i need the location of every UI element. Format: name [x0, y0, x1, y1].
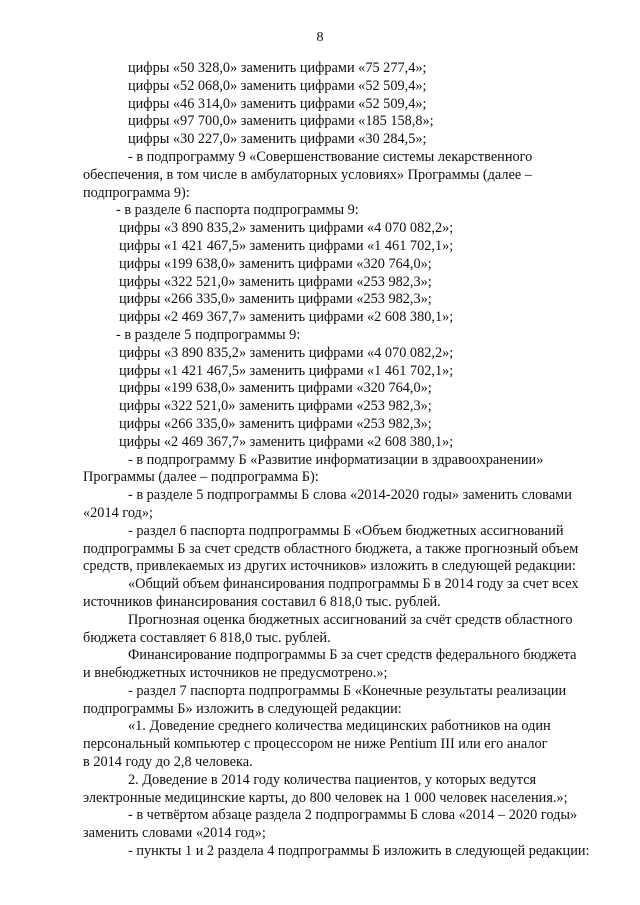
text-line: - раздел 6 паспорта подпрограммы Б «Объем бюджетных ассигнований: [128, 522, 564, 539]
text-line: цифры «266 335,0» заменить цифрами «253 982,3»;: [119, 415, 432, 432]
text-line: Программы (далее – подпрограмма Б):: [83, 469, 319, 486]
text-line: цифры «2 469 367,7» заменить цифрами «2 608 380,1»;: [119, 309, 454, 326]
text-line: - в четвёртом абзаце раздела 2 подпрограммы Б слова «2014 – 2020 годы»: [128, 807, 578, 824]
text-line: - в подпрограмму 9 «Совершенствование системы лекарственного: [128, 148, 533, 165]
text-line: цифры «322 521,0» заменить цифрами «253 982,3»;: [119, 273, 432, 290]
text-line: цифры «1 421 467,5» заменить цифрами «1 461 702,1»;: [119, 237, 454, 254]
text-line: - пункты 1 и 2 раздела 4 подпрограммы Б изложить в следующей редакции:: [128, 843, 590, 860]
text-line: - раздел 7 паспорта подпрограммы Б «Конечные результаты реализации: [128, 682, 567, 699]
text-line: персональный компьютер с процессором не ниже Pentium III или его аналог: [83, 736, 548, 753]
text-line: цифры «50 328,0» заменить цифрами «75 277,4»;: [128, 60, 427, 76]
text-line: цифры «266 335,0» заменить цифрами «253 982,3»;: [119, 291, 432, 308]
text-line: Прогнозная оценка бюджетных ассигнований за счёт средств областного: [128, 611, 573, 628]
text-line: - в разделе 6 паспорта подпрограммы 9:: [116, 202, 359, 219]
text-line: заменить словами «2014 год»;: [83, 825, 266, 842]
text-line: 2. Доведение в 2014 году количества пациентов, у которых ведутся: [128, 771, 537, 788]
text-line: цифры «3 890 835,2» заменить цифрами «4 070 082,2»;: [119, 220, 454, 237]
text-line: «Общий объем финансирования подпрограммы Б в 2014 году за счет всех: [128, 576, 579, 593]
text-line: обеспечения, в том числе в амбулаторных условиях» Программы (далее –: [83, 166, 532, 183]
document-body: [83, 60, 606, 861]
text-line: и внебюджетных источников не предусмотрено.»;: [83, 665, 388, 682]
text-line: подпрограммы Б» изложить в следующей редакции:: [83, 700, 402, 717]
text-line: цифры «322 521,0» заменить цифрами «253 982,3»;: [119, 398, 432, 415]
text-line: цифры «199 638,0» заменить цифрами «320 764,0»;: [119, 255, 432, 272]
text-line: цифры «30 227,0» заменить цифрами «30 284,5»;: [128, 131, 427, 148]
text-line: - в подпрограмму Б «Развитие информатизации в здравоохранении»: [128, 451, 544, 468]
text-line: цифры «97 700,0» заменить цифрами «185 158,8»;: [128, 113, 434, 130]
text-line: средств, привлекаемых из других источников» изложить в следующей редакции:: [83, 558, 576, 575]
text-line: цифры «1 421 467,5» заменить цифрами «1 461 702,1»;: [119, 362, 454, 379]
text-line: подпрограмма 9):: [83, 184, 190, 201]
text-line: - в разделе 5 подпрограммы 9:: [116, 326, 301, 343]
text-line: цифры «52 068,0» заменить цифрами «52 509,4»;: [128, 77, 427, 94]
text-line: бюджета составляет 6 818,0 тыс. рублей.: [83, 629, 331, 646]
page-number: 8: [316, 30, 324, 45]
text-line: электронные медицинские карты, до 800 человек на 1 000 человек населения.»;: [83, 789, 568, 806]
text-line: цифры «199 638,0» заменить цифрами «320 764,0»;: [119, 380, 432, 397]
text-line: подпрограммы Б за счет средств областного бюджета, а также прогнозный объем: [83, 540, 579, 557]
text-line: «1. Доведение среднего количества медицинских работников на один: [128, 718, 551, 735]
text-line: источников финансирования составил 6 818,0 тыс. рублей.: [83, 593, 441, 610]
text-line: в 2014 году до 2,8 человека.: [83, 754, 253, 771]
text-line: цифры «3 890 835,2» заменить цифрами «4 070 082,2»;: [119, 344, 454, 361]
text-line: цифры «46 314,0» заменить цифрами «52 509,4»;: [128, 95, 427, 112]
text-line: цифры «2 469 367,7» заменить цифрами «2 608 380,1»;: [119, 433, 454, 450]
text-line: «2014 год»;: [83, 504, 153, 521]
text-line: Финансирование подпрограммы Б за счет средств федерального бюджета: [128, 647, 577, 664]
text-line: - в разделе 5 подпрограммы Б слова «2014-2020 годы» заменить словами: [128, 487, 572, 504]
